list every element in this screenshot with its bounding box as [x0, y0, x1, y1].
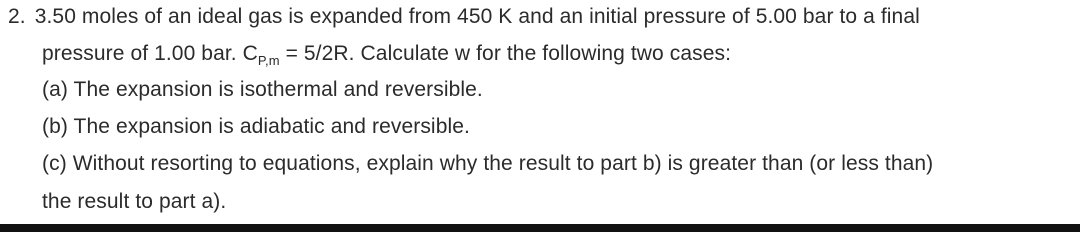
bottom-border — [0, 224, 1080, 232]
part-c-line1: (c) Without resorting to equations, explain why the result to part b) is greater than (or less than) — [42, 152, 934, 175]
problem-line-2 — [42, 41, 731, 69]
part-a: (a) The expansion is isothermal and reversible. — [42, 78, 483, 101]
problem-statement-line1: 3.50 moles of an ideal gas is expanded from 450 K and an initial pressure of 5.00 bar to a final — [34, 5, 920, 28]
problem-line-1 — [8, 4, 920, 30]
problem-number: 2. — [8, 5, 26, 28]
heat-capacity-subscript: P,m — [257, 53, 280, 68]
part-b: (b) The expansion is adiabatic and reversible. — [42, 115, 470, 138]
part-c-line2: the result to part a). — [42, 190, 227, 213]
problem-statement-line2-end: = 5/2R. Calculate w for the following two cases: — [279, 42, 732, 65]
problem-statement-line2-start: pressure of 1.00 bar. C — [42, 42, 258, 65]
